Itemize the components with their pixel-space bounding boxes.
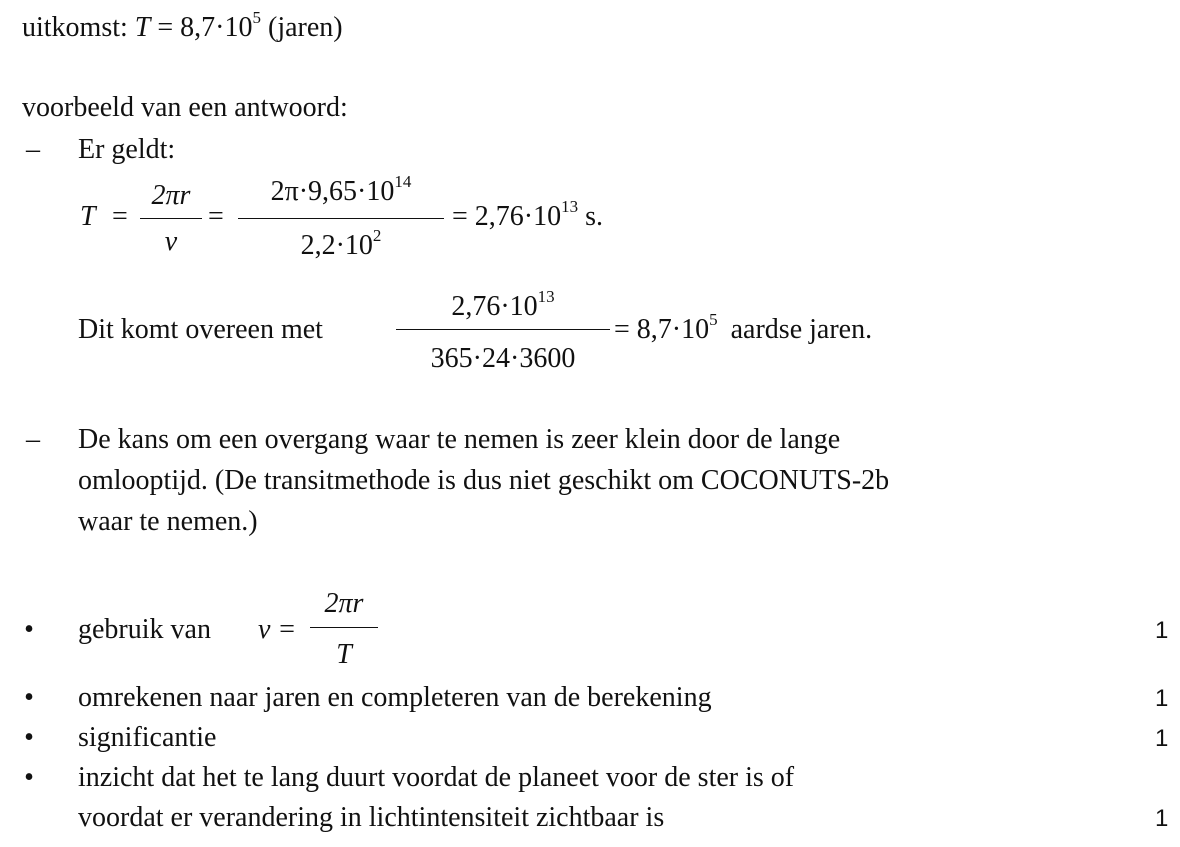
eq2-result-exponent: 5 [709,310,718,329]
scoring-item-2-points: 1 [1155,685,1169,712]
scoring-bullet-3: • [24,722,34,753]
eq1-result-unit: s. [585,201,604,232]
scoring-bullet-1: • [24,614,34,645]
uitkomst-variable: T [134,12,151,43]
eq1-result-exponent: 13 [561,197,579,216]
scoring-item-1-points: 1 [1155,617,1169,644]
scoring-item-2-text: omrekenen naar jaren en completeren van de berekening [78,682,712,713]
uitkomst-unit: (jaren) [268,12,343,43]
dash-marker-1: – [26,134,40,165]
eq1-result-mantissa: = 2,76·10 [452,201,562,232]
eq1-f1-numerator: 2πr [151,180,191,211]
eq2-result-mantissa: = 8,7·10 [614,314,710,345]
scoring-item-1-formula-lhs: v = [258,614,297,645]
scoring-item-4-line-2: voordat er verandering in lichtintensiteit zichtbaar is [78,802,665,833]
eq2-fraction [396,283,610,378]
eq1-equals-1: = [112,201,128,232]
explanation-line-3: waar te nemen.) [78,506,258,537]
scoring-item-4-line-1: inzicht dat het te lang duurt voordat de planeet voor de ster is of [78,762,795,793]
uitkomst-exponent: 5 [252,8,261,27]
scoring-item-1-fraction [310,586,378,674]
eq2-result [614,310,873,345]
voorbeeld-heading: voorbeeld van een antwoord: [22,92,348,123]
er-geldt-text: Er geldt: [78,134,176,165]
eq1-f2-den-mantissa: 2,2·10 [300,230,373,261]
scoring-item-1-text: gebruik van [78,614,211,645]
eq1-result [452,197,604,232]
eq2-denominator: 365·24·3600 [430,343,576,374]
scoring-bullet-2: • [24,682,34,713]
scoring-item-1-numerator: 2πr [324,588,364,619]
scoring-item-1-denominator: T [336,639,352,670]
eq1-fraction-1 [140,180,202,260]
explanation-line-1: De kans om een overgang waar te nemen is zeer klein door de lange [78,424,841,455]
uitkomst-label: uitkomst: [22,12,128,43]
eq1-fraction-2 [238,172,444,267]
eq1-f2-num-exponent: 14 [394,172,412,191]
uitkomst-mantissa: 8,7·10 [180,12,253,43]
scoring-item-4-points: 1 [1155,805,1169,832]
eq1-f2-den-exponent: 2 [372,226,382,245]
dash-marker-2: – [26,424,40,455]
eq2-text-before: Dit komt overeen met [78,314,323,345]
uitkomst-equals: = [157,12,174,43]
scoring-bullet-4: • [24,762,34,793]
eq1-f2-bar [238,218,444,219]
eq2-bar [396,329,610,330]
uitkomst-line [22,8,343,43]
eq1-equals-2: = [208,201,224,232]
eq2-num-mantissa: 2,76·10 [451,291,538,322]
explanation-line-2: omlooptijd. (De transitmethode is dus niet geschikt om COCONUTS-2b [78,465,890,496]
eq1-f2-denominator [238,226,444,262]
eq1-f1-denominator: v [164,226,178,257]
scoring-item-3-points: 1 [1155,725,1169,752]
eq2-num-exponent: 13 [537,287,555,306]
eq1-f1-bar [140,218,202,219]
scoring-item-1-bar [310,627,378,628]
scoring-item-3-text: significantie [78,722,217,753]
eq1-f2-num-mantissa: 2π·9,65·10 [270,176,395,207]
eq1-lhs: T [80,201,96,232]
eq1-f2-numerator [238,172,444,208]
eq2-text-after: aardse jaren. [730,314,873,345]
eq2-numerator [396,287,610,323]
